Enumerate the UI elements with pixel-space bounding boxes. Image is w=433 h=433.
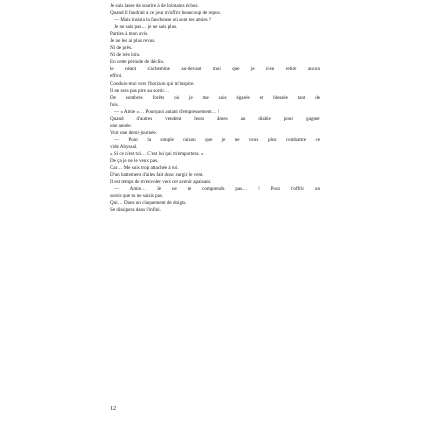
text-line: Qui… Dans un claquement de doigts. bbox=[110, 200, 187, 207]
text-line: Quand d'autres vendent leurs âmes au diable pour gagner bbox=[110, 115, 320, 122]
text-line: Il ne sera pas pire au sortir… bbox=[110, 87, 170, 94]
poem-text bbox=[110, 3, 320, 214]
text-line: Voir une demi-journée. bbox=[110, 129, 158, 136]
text-line: Quand il faudrait à ce jour m'offrir beaucoup de repos. bbox=[110, 10, 221, 17]
text-line: — Pour la simple raison que je ne veux plus combattre ce bbox=[114, 136, 320, 143]
text-line: Se dissipera dans l'infini. bbox=[110, 207, 161, 214]
text-line: Car… Me suis trop attachée à toi. bbox=[110, 165, 179, 172]
text-line: De sombres forêts où je me suis égarée et blessée tant de bbox=[110, 94, 320, 101]
text-line: « Si ce n'est toi… C'est lui qui m'emportera. » bbox=[110, 150, 204, 157]
text-line: une année. bbox=[110, 122, 132, 129]
text-line: Je ne les ai plus revus. bbox=[110, 38, 156, 45]
text-line: fois. bbox=[110, 101, 119, 108]
text-line: D'un battement d'ailes fait donc surgir le vent. bbox=[110, 172, 204, 179]
page-number: 12 bbox=[110, 406, 116, 412]
text-line: Je suis lasse de sourire à de lointains échos. bbox=[110, 3, 199, 9]
text-line: — Mais insista la faucheuse où sont tes amies ? bbox=[114, 17, 212, 24]
text-line: effroi. bbox=[110, 73, 123, 80]
text-line: Ni de très loin. bbox=[110, 52, 141, 59]
text-line: En cette période de déclin. bbox=[110, 59, 165, 66]
text-line: Conduis-moi vers l'horizon qui m'inspire. bbox=[110, 80, 195, 87]
text-line: Ni de près. bbox=[110, 45, 133, 52]
text-line: sursis que tu ne saisis pas. bbox=[110, 193, 164, 200]
text-line: vide Abyssal. bbox=[110, 143, 138, 150]
text-line: le néant s'acheminе au-devant moi que je n'en retire aucun bbox=[110, 66, 320, 73]
text-line: Il est temps de m'envoler vers cet avenir apaisant. bbox=[110, 179, 212, 186]
text-line: Je ne sais pas… je ne sais plus. bbox=[114, 24, 178, 31]
text-line: De ça je ne le veux pas. bbox=[110, 158, 159, 165]
text-line: — « Amie »… Pourquoi autant d'empressement… ! bbox=[114, 108, 220, 115]
text-line: Parties à mon avis. bbox=[110, 31, 149, 38]
text-line: — Amie… Je ne te comprends pas… ! Pour t'offrir un bbox=[114, 186, 320, 193]
